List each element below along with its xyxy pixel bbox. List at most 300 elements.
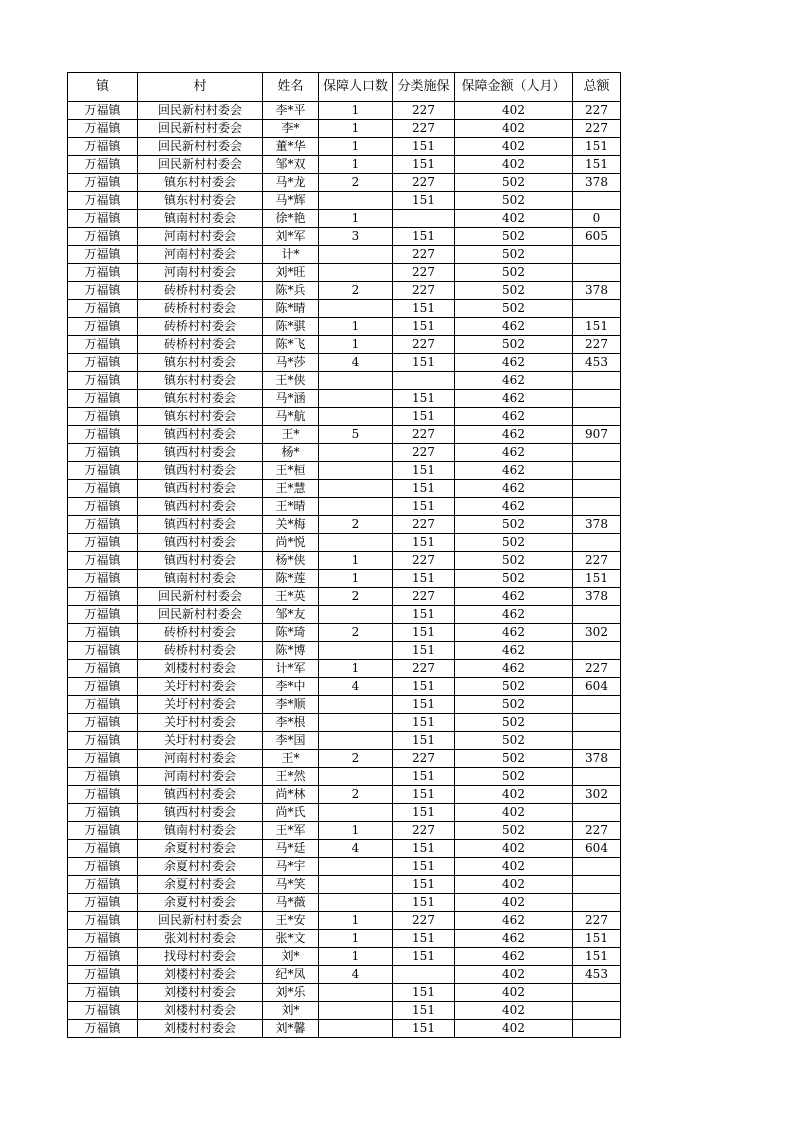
cell-total: 227 xyxy=(573,822,621,840)
cell-name: 李*中 xyxy=(263,678,319,696)
cell-total xyxy=(573,480,621,498)
table-row xyxy=(68,246,621,264)
table-row xyxy=(68,930,621,948)
cell-population xyxy=(319,534,393,552)
cell-amount: 402 xyxy=(455,786,573,804)
cell-population: 1 xyxy=(319,822,393,840)
cell-population xyxy=(319,390,393,408)
cell-total: 151 xyxy=(573,930,621,948)
cell-population xyxy=(319,246,393,264)
cell-amount: 402 xyxy=(455,1020,573,1038)
cell-name: 王*然 xyxy=(263,768,319,786)
cell-amount: 462 xyxy=(455,660,573,678)
table-row xyxy=(68,228,621,246)
cell-total xyxy=(573,300,621,318)
table-row xyxy=(68,390,621,408)
cell-total: 302 xyxy=(573,624,621,642)
cell-name: 李*平 xyxy=(263,102,319,120)
cell-category xyxy=(393,210,455,228)
cell-village: 砖桥村村委会 xyxy=(138,336,263,354)
cell-village: 镇东村村委会 xyxy=(138,372,263,390)
cell-total: 227 xyxy=(573,912,621,930)
cell-population: 1 xyxy=(319,660,393,678)
cell-total xyxy=(573,804,621,822)
cell-name: 刘* xyxy=(263,1002,319,1020)
header-name: 姓名 xyxy=(263,73,319,102)
cell-town: 万福镇 xyxy=(68,804,138,822)
table-row xyxy=(68,696,621,714)
cell-town: 万福镇 xyxy=(68,192,138,210)
cell-village: 镇西村村委会 xyxy=(138,444,263,462)
cell-category: 227 xyxy=(393,336,455,354)
cell-name: 陈*莲 xyxy=(263,570,319,588)
cell-population xyxy=(319,498,393,516)
cell-population: 4 xyxy=(319,840,393,858)
cell-total: 378 xyxy=(573,282,621,300)
cell-amount: 502 xyxy=(455,336,573,354)
table-row xyxy=(68,300,621,318)
cell-population: 2 xyxy=(319,624,393,642)
cell-population: 3 xyxy=(319,228,393,246)
cell-name: 陈*骐 xyxy=(263,318,319,336)
table-row xyxy=(68,822,621,840)
cell-population: 1 xyxy=(319,948,393,966)
cell-village: 找母村村委会 xyxy=(138,948,263,966)
cell-amount: 502 xyxy=(455,768,573,786)
cell-village: 砖桥村村委会 xyxy=(138,318,263,336)
cell-total xyxy=(573,264,621,282)
cell-name: 王* xyxy=(263,750,319,768)
cell-village: 关圩村村委会 xyxy=(138,714,263,732)
table-row xyxy=(68,552,621,570)
cell-total: 227 xyxy=(573,336,621,354)
cell-total xyxy=(573,408,621,426)
cell-amount: 502 xyxy=(455,228,573,246)
cell-name: 王*军 xyxy=(263,822,319,840)
cell-amount: 402 xyxy=(455,1002,573,1020)
table-row xyxy=(68,462,621,480)
cell-name: 徐*艳 xyxy=(263,210,319,228)
cell-town: 万福镇 xyxy=(68,408,138,426)
cell-town: 万福镇 xyxy=(68,840,138,858)
cell-population xyxy=(319,444,393,462)
cell-population: 2 xyxy=(319,750,393,768)
cell-category: 151 xyxy=(393,642,455,660)
cell-amount: 502 xyxy=(455,714,573,732)
cell-town: 万福镇 xyxy=(68,948,138,966)
cell-amount: 462 xyxy=(455,318,573,336)
table-row xyxy=(68,1002,621,1020)
cell-population: 2 xyxy=(319,786,393,804)
cell-population: 2 xyxy=(319,174,393,192)
cell-amount: 462 xyxy=(455,408,573,426)
cell-name: 李* xyxy=(263,120,319,138)
header-row xyxy=(68,73,621,102)
cell-name: 陈*琦 xyxy=(263,624,319,642)
cell-town: 万福镇 xyxy=(68,984,138,1002)
cell-population xyxy=(319,696,393,714)
cell-category: 151 xyxy=(393,714,455,732)
cell-category: 151 xyxy=(393,804,455,822)
cell-total xyxy=(573,876,621,894)
cell-population: 1 xyxy=(319,318,393,336)
cell-village: 河南村村委会 xyxy=(138,768,263,786)
cell-population: 1 xyxy=(319,930,393,948)
cell-name: 计* xyxy=(263,246,319,264)
cell-category: 151 xyxy=(393,228,455,246)
cell-name: 王*安 xyxy=(263,912,319,930)
cell-name: 王*英 xyxy=(263,588,319,606)
cell-total xyxy=(573,498,621,516)
cell-name: 王* xyxy=(263,426,319,444)
cell-category xyxy=(393,966,455,984)
cell-village: 回民新村村委会 xyxy=(138,156,263,174)
cell-category: 227 xyxy=(393,588,455,606)
cell-name: 刘*旺 xyxy=(263,264,319,282)
cell-town: 万福镇 xyxy=(68,390,138,408)
cell-category xyxy=(393,372,455,390)
cell-population xyxy=(319,300,393,318)
cell-town: 万福镇 xyxy=(68,858,138,876)
table-row xyxy=(68,516,621,534)
header-total: 总额 xyxy=(573,73,621,102)
cell-village: 余夏村村委会 xyxy=(138,858,263,876)
cell-town: 万福镇 xyxy=(68,426,138,444)
cell-town: 万福镇 xyxy=(68,372,138,390)
cell-town: 万福镇 xyxy=(68,966,138,984)
table-row xyxy=(68,264,621,282)
cell-amount: 462 xyxy=(455,912,573,930)
cell-amount: 502 xyxy=(455,282,573,300)
table-row xyxy=(68,606,621,624)
cell-population: 4 xyxy=(319,354,393,372)
cell-total xyxy=(573,714,621,732)
cell-town: 万福镇 xyxy=(68,696,138,714)
cell-town: 万福镇 xyxy=(68,786,138,804)
table-row xyxy=(68,588,621,606)
cell-total xyxy=(573,642,621,660)
cell-category: 151 xyxy=(393,138,455,156)
cell-category: 227 xyxy=(393,912,455,930)
cell-town: 万福镇 xyxy=(68,1002,138,1020)
cell-town: 万福镇 xyxy=(68,732,138,750)
cell-population: 1 xyxy=(319,156,393,174)
cell-town: 万福镇 xyxy=(68,606,138,624)
cell-town: 万福镇 xyxy=(68,264,138,282)
cell-town: 万福镇 xyxy=(68,102,138,120)
table-row xyxy=(68,966,621,984)
cell-total: 151 xyxy=(573,138,621,156)
cell-name: 马*龙 xyxy=(263,174,319,192)
cell-village: 回民新村村委会 xyxy=(138,606,263,624)
cell-name: 邹*双 xyxy=(263,156,319,174)
cell-town: 万福镇 xyxy=(68,552,138,570)
cell-amount: 502 xyxy=(455,264,573,282)
cell-town: 万福镇 xyxy=(68,768,138,786)
cell-total: 378 xyxy=(573,588,621,606)
cell-village: 回民新村村委会 xyxy=(138,102,263,120)
cell-total: 604 xyxy=(573,840,621,858)
cell-town: 万福镇 xyxy=(68,354,138,372)
cell-village: 关圩村村委会 xyxy=(138,696,263,714)
cell-category: 151 xyxy=(393,948,455,966)
table-row xyxy=(68,408,621,426)
cell-village: 镇西村村委会 xyxy=(138,804,263,822)
cell-population xyxy=(319,732,393,750)
cell-category: 227 xyxy=(393,426,455,444)
cell-village: 镇东村村委会 xyxy=(138,174,263,192)
cell-town: 万福镇 xyxy=(68,120,138,138)
cell-population: 2 xyxy=(319,282,393,300)
cell-total: 378 xyxy=(573,750,621,768)
table-row xyxy=(68,1020,621,1038)
cell-category: 151 xyxy=(393,696,455,714)
cell-total xyxy=(573,372,621,390)
cell-village: 回民新村村委会 xyxy=(138,588,263,606)
table-row xyxy=(68,804,621,822)
table-row xyxy=(68,948,621,966)
cell-amount: 502 xyxy=(455,534,573,552)
cell-amount: 402 xyxy=(455,210,573,228)
cell-total: 302 xyxy=(573,786,621,804)
cell-name: 刘*乐 xyxy=(263,984,319,1002)
cell-total xyxy=(573,246,621,264)
cell-population: 2 xyxy=(319,588,393,606)
cell-village: 镇西村村委会 xyxy=(138,534,263,552)
table-row xyxy=(68,624,621,642)
cell-total xyxy=(573,696,621,714)
cell-population: 5 xyxy=(319,426,393,444)
cell-population xyxy=(319,192,393,210)
cell-category: 151 xyxy=(393,894,455,912)
cell-village: 关圩村村委会 xyxy=(138,732,263,750)
cell-town: 万福镇 xyxy=(68,1020,138,1038)
cell-amount: 462 xyxy=(455,444,573,462)
table-row xyxy=(68,480,621,498)
cell-total xyxy=(573,768,621,786)
table-row xyxy=(68,642,621,660)
cell-category: 227 xyxy=(393,120,455,138)
cell-village: 镇东村村委会 xyxy=(138,408,263,426)
cell-amount: 502 xyxy=(455,192,573,210)
cell-category: 151 xyxy=(393,732,455,750)
cell-name: 王*侠 xyxy=(263,372,319,390)
cell-town: 万福镇 xyxy=(68,210,138,228)
cell-town: 万福镇 xyxy=(68,228,138,246)
cell-population xyxy=(319,1002,393,1020)
cell-amount: 462 xyxy=(455,642,573,660)
header-population: 保障人口数 xyxy=(319,73,393,102)
cell-name: 马*笑 xyxy=(263,876,319,894)
cell-total: 227 xyxy=(573,552,621,570)
cell-village: 砖桥村村委会 xyxy=(138,300,263,318)
table-row xyxy=(68,768,621,786)
table-row xyxy=(68,840,621,858)
cell-amount: 402 xyxy=(455,804,573,822)
cell-amount: 462 xyxy=(455,498,573,516)
cell-total: 453 xyxy=(573,966,621,984)
cell-population xyxy=(319,462,393,480)
cell-amount: 402 xyxy=(455,120,573,138)
cell-total: 453 xyxy=(573,354,621,372)
cell-village: 余夏村村委会 xyxy=(138,876,263,894)
cell-village: 回民新村村委会 xyxy=(138,912,263,930)
cell-total xyxy=(573,984,621,1002)
cell-village: 镇西村村委会 xyxy=(138,426,263,444)
cell-population xyxy=(319,642,393,660)
cell-category: 227 xyxy=(393,750,455,768)
cell-name: 关*梅 xyxy=(263,516,319,534)
table-row xyxy=(68,102,621,120)
cell-village: 刘楼村村委会 xyxy=(138,1002,263,1020)
cell-village: 镇西村村委会 xyxy=(138,498,263,516)
cell-name: 李*顺 xyxy=(263,696,319,714)
cell-population: 2 xyxy=(319,516,393,534)
cell-total: 151 xyxy=(573,570,621,588)
cell-population xyxy=(319,1020,393,1038)
cell-town: 万福镇 xyxy=(68,444,138,462)
cell-category: 151 xyxy=(393,1020,455,1038)
cell-total: 151 xyxy=(573,318,621,336)
cell-category: 227 xyxy=(393,822,455,840)
cell-total: 227 xyxy=(573,660,621,678)
cell-village: 砖桥村村委会 xyxy=(138,642,263,660)
cell-category: 151 xyxy=(393,300,455,318)
cell-village: 砖桥村村委会 xyxy=(138,282,263,300)
cell-amount: 402 xyxy=(455,138,573,156)
cell-population xyxy=(319,714,393,732)
cell-town: 万福镇 xyxy=(68,876,138,894)
cell-total: 907 xyxy=(573,426,621,444)
table-row xyxy=(68,210,621,228)
cell-village: 关圩村村委会 xyxy=(138,678,263,696)
table-row xyxy=(68,426,621,444)
cell-category: 227 xyxy=(393,660,455,678)
cell-category: 227 xyxy=(393,282,455,300)
table-row xyxy=(68,354,621,372)
cell-category: 151 xyxy=(393,318,455,336)
cell-town: 万福镇 xyxy=(68,750,138,768)
table-row xyxy=(68,786,621,804)
cell-population xyxy=(319,480,393,498)
cell-category: 151 xyxy=(393,534,455,552)
cell-amount: 502 xyxy=(455,570,573,588)
cell-name: 陈*兵 xyxy=(263,282,319,300)
cell-village: 镇西村村委会 xyxy=(138,786,263,804)
table-row xyxy=(68,156,621,174)
cell-village: 镇东村村委会 xyxy=(138,390,263,408)
cell-category: 151 xyxy=(393,840,455,858)
cell-name: 马*廷 xyxy=(263,840,319,858)
table-row xyxy=(68,660,621,678)
cell-population xyxy=(319,606,393,624)
cell-category: 151 xyxy=(393,354,455,372)
cell-town: 万福镇 xyxy=(68,480,138,498)
cell-name: 尚*悦 xyxy=(263,534,319,552)
cell-population xyxy=(319,804,393,822)
cell-amount: 502 xyxy=(455,174,573,192)
cell-town: 万福镇 xyxy=(68,822,138,840)
cell-category: 151 xyxy=(393,786,455,804)
cell-village: 砖桥村村委会 xyxy=(138,624,263,642)
cell-name: 马*宇 xyxy=(263,858,319,876)
cell-total: 605 xyxy=(573,228,621,246)
cell-category: 151 xyxy=(393,462,455,480)
table-row xyxy=(68,714,621,732)
cell-name: 纪*凤 xyxy=(263,966,319,984)
cell-category: 151 xyxy=(393,876,455,894)
cell-population xyxy=(319,858,393,876)
cell-name: 马*莎 xyxy=(263,354,319,372)
cell-village: 河南村村委会 xyxy=(138,246,263,264)
cell-category: 227 xyxy=(393,264,455,282)
cell-total: 604 xyxy=(573,678,621,696)
cell-name: 尚*氏 xyxy=(263,804,319,822)
cell-amount: 462 xyxy=(455,480,573,498)
cell-town: 万福镇 xyxy=(68,246,138,264)
header-category: 分类施保 xyxy=(393,73,455,102)
table-row xyxy=(68,534,621,552)
cell-category: 151 xyxy=(393,1002,455,1020)
header-village: 村 xyxy=(138,73,263,102)
cell-town: 万福镇 xyxy=(68,894,138,912)
cell-town: 万福镇 xyxy=(68,282,138,300)
cell-category: 151 xyxy=(393,984,455,1002)
cell-amount: 462 xyxy=(455,606,573,624)
cell-town: 万福镇 xyxy=(68,318,138,336)
cell-total: 0 xyxy=(573,210,621,228)
welfare-table xyxy=(67,72,621,1038)
cell-town: 万福镇 xyxy=(68,516,138,534)
cell-name: 王*桓 xyxy=(263,462,319,480)
cell-name: 刘*馨 xyxy=(263,1020,319,1038)
table-row xyxy=(68,750,621,768)
cell-name: 陈*博 xyxy=(263,642,319,660)
cell-village: 刘楼村村委会 xyxy=(138,966,263,984)
cell-village: 镇东村村委会 xyxy=(138,354,263,372)
cell-town: 万福镇 xyxy=(68,678,138,696)
cell-category: 227 xyxy=(393,102,455,120)
cell-town: 万福镇 xyxy=(68,642,138,660)
table-row xyxy=(68,570,621,588)
cell-amount: 402 xyxy=(455,894,573,912)
cell-amount: 502 xyxy=(455,750,573,768)
cell-name: 马*辉 xyxy=(263,192,319,210)
cell-name: 王*晴 xyxy=(263,498,319,516)
table-row xyxy=(68,120,621,138)
cell-village: 余夏村村委会 xyxy=(138,894,263,912)
cell-town: 万福镇 xyxy=(68,138,138,156)
cell-amount: 502 xyxy=(455,732,573,750)
cell-amount: 462 xyxy=(455,588,573,606)
cell-name: 马*涵 xyxy=(263,390,319,408)
cell-population xyxy=(319,894,393,912)
cell-village: 镇西村村委会 xyxy=(138,462,263,480)
cell-village: 余夏村村委会 xyxy=(138,840,263,858)
table-row xyxy=(68,444,621,462)
cell-name: 刘* xyxy=(263,948,319,966)
cell-category: 151 xyxy=(393,390,455,408)
cell-total xyxy=(573,894,621,912)
table-row xyxy=(68,138,621,156)
table-row xyxy=(68,282,621,300)
cell-village: 镇南村村委会 xyxy=(138,210,263,228)
cell-total: 151 xyxy=(573,948,621,966)
cell-name: 杨* xyxy=(263,444,319,462)
cell-town: 万福镇 xyxy=(68,714,138,732)
cell-village: 镇西村村委会 xyxy=(138,552,263,570)
cell-town: 万福镇 xyxy=(68,174,138,192)
